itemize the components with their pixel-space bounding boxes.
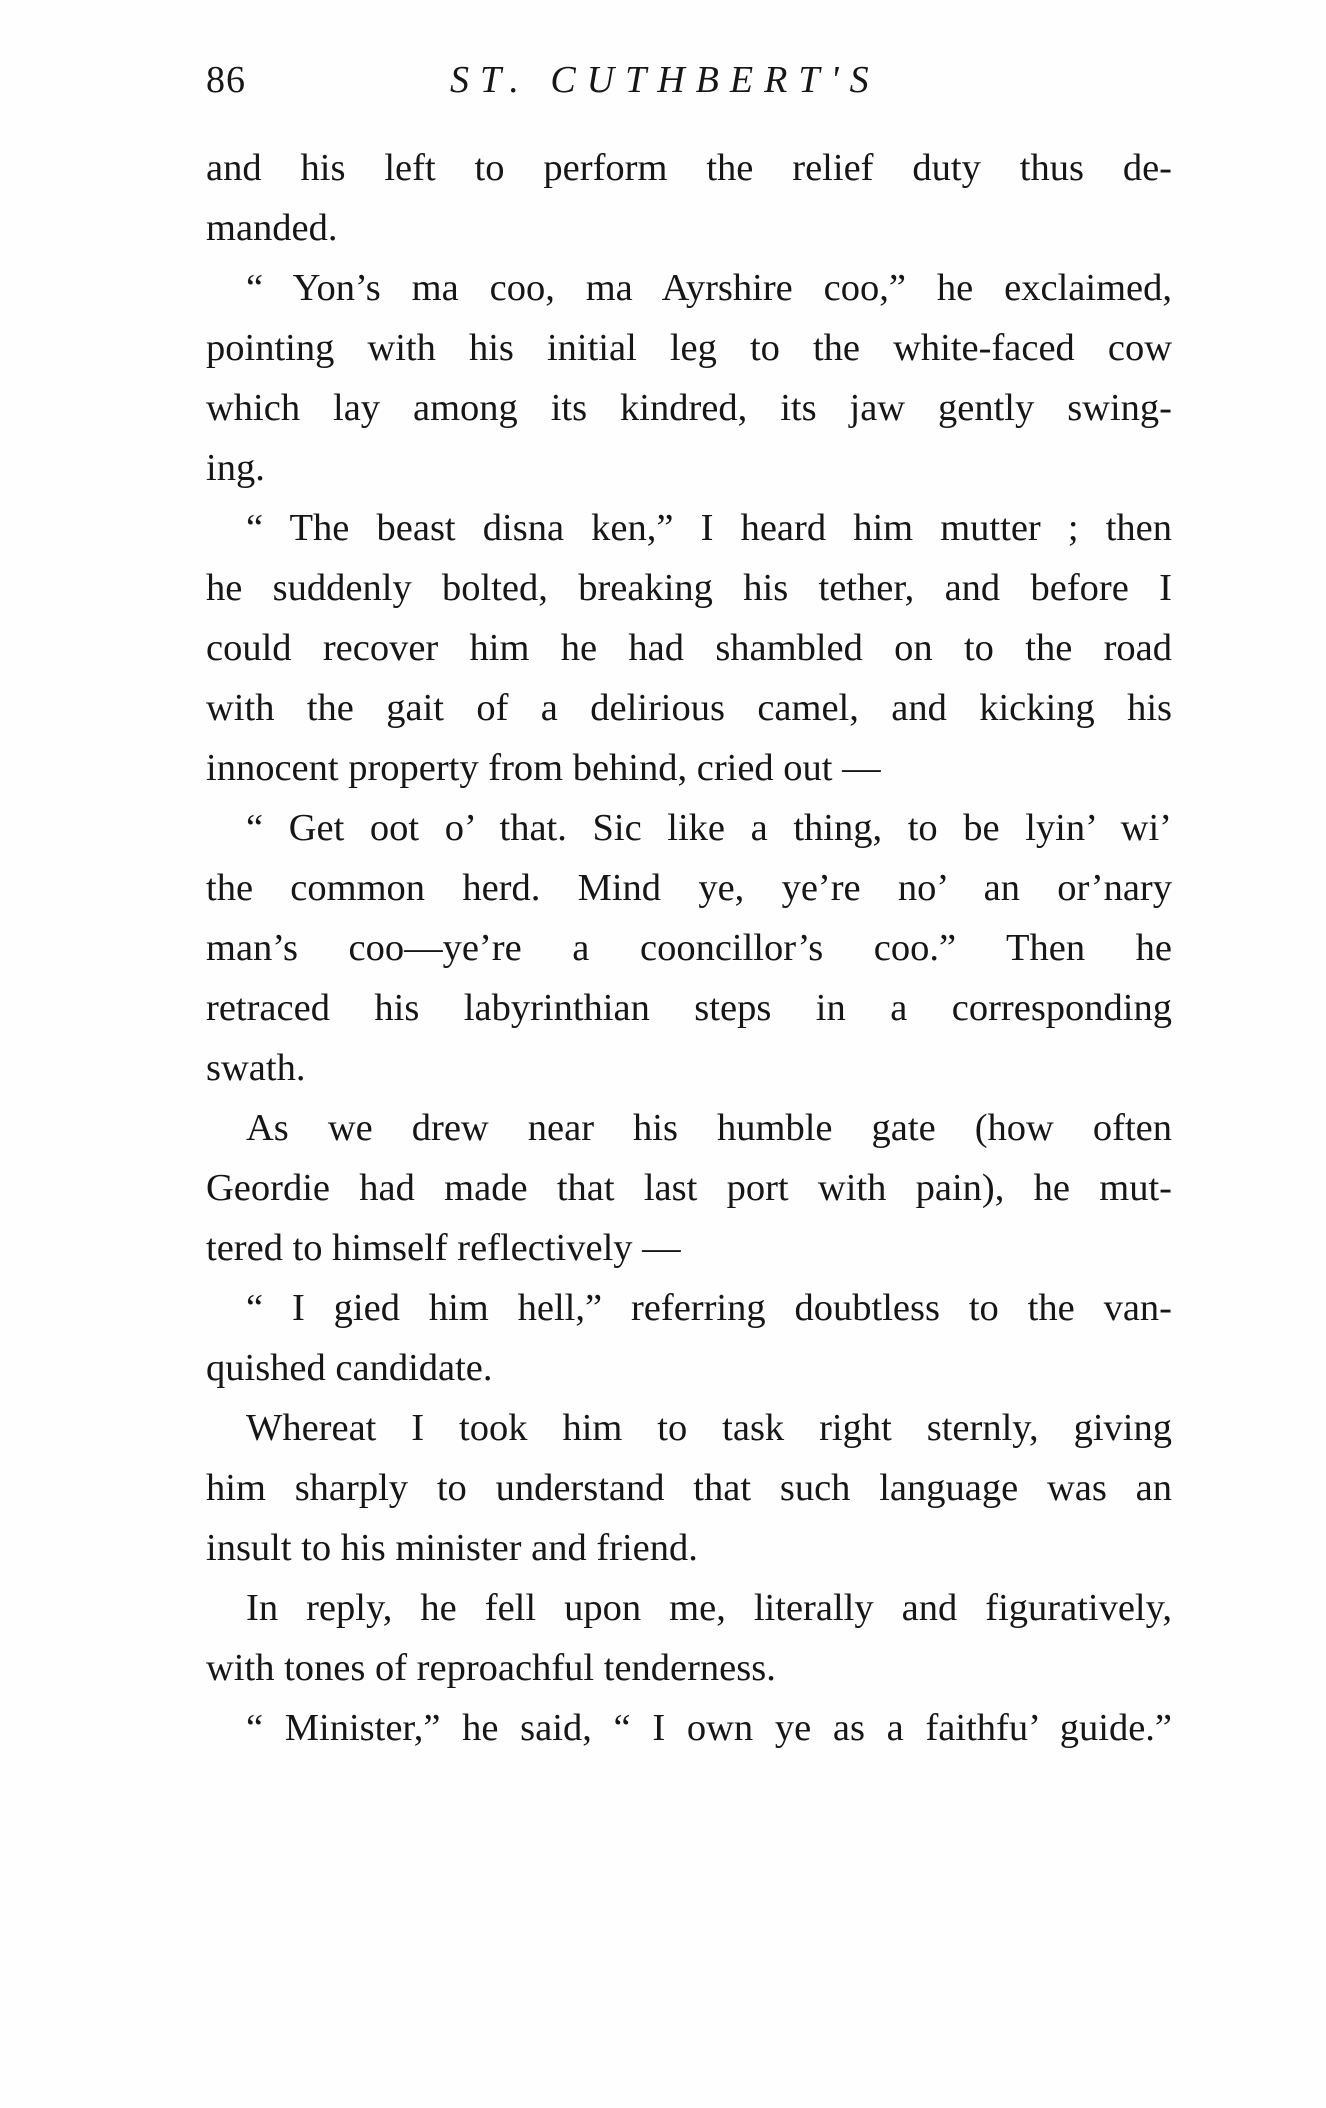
text-line: him sharply to understand that such language was an (206, 1467, 1172, 1509)
text-line: innocent property from behind, cried out — (206, 747, 881, 789)
text-line: man’s coo—ye’re a cooncillor’s coo.” Then he (206, 927, 1172, 969)
text-line: “ Yon’s ma coo, ma Ayrshire coo,” he exclaimed, (246, 267, 1172, 309)
text-line: he suddenly bolted, breaking his tether, and before I (206, 567, 1172, 609)
text-line: with tones of reproachful tenderness. (206, 1647, 776, 1689)
text-line: quished candidate. (206, 1347, 493, 1389)
text-line: ing. (206, 447, 265, 489)
text-line: and his left to perform the relief duty thus de- (206, 147, 1172, 189)
page-header (206, 58, 1186, 118)
text-line: pointing with his initial leg to the white-faced cow (206, 327, 1172, 369)
text-line: tered to himself reflectively — (206, 1227, 681, 1269)
page-number: 86 (206, 59, 246, 101)
text-line: In reply, he fell upon me, literally and figuratively, (246, 1587, 1172, 1629)
text-line: insult to his minister and friend. (206, 1527, 698, 1569)
running-title: ST. CUTHBERT'S (450, 59, 880, 101)
body-text (206, 138, 1172, 1758)
text-line: As we drew near his humble gate (how often (246, 1107, 1172, 1149)
text-line: “ Minister,” he said, “ I own ye as a faithfu’ guide.” (246, 1707, 1172, 1749)
text-line: could recover him he had shambled on to the road (206, 627, 1172, 669)
text-line: Whereat I took him to task right sternly, giving (246, 1407, 1172, 1449)
text-line: which lay among its kindred, its jaw gently swing- (206, 387, 1172, 429)
text-line: retraced his labyrinthian steps in a corresponding (206, 987, 1172, 1029)
text-line: the common herd. Mind ye, ye’re no’ an or’nary (206, 867, 1172, 909)
text-line: swath. (206, 1047, 306, 1089)
text-line: “ Get oot o’ that. Sic like a thing, to be lyin’ wi’ (246, 807, 1172, 849)
text-line: manded. (206, 207, 338, 249)
text-line: “ The beast disna ken,” I heard him mutter ; then (246, 507, 1172, 549)
text-line: with the gait of a delirious camel, and kicking his (206, 687, 1172, 729)
text-line: Geordie had made that last port with pain), he mut- (206, 1167, 1172, 1209)
text-line: “ I gied him hell,” referring doubtless to the van- (246, 1287, 1172, 1329)
